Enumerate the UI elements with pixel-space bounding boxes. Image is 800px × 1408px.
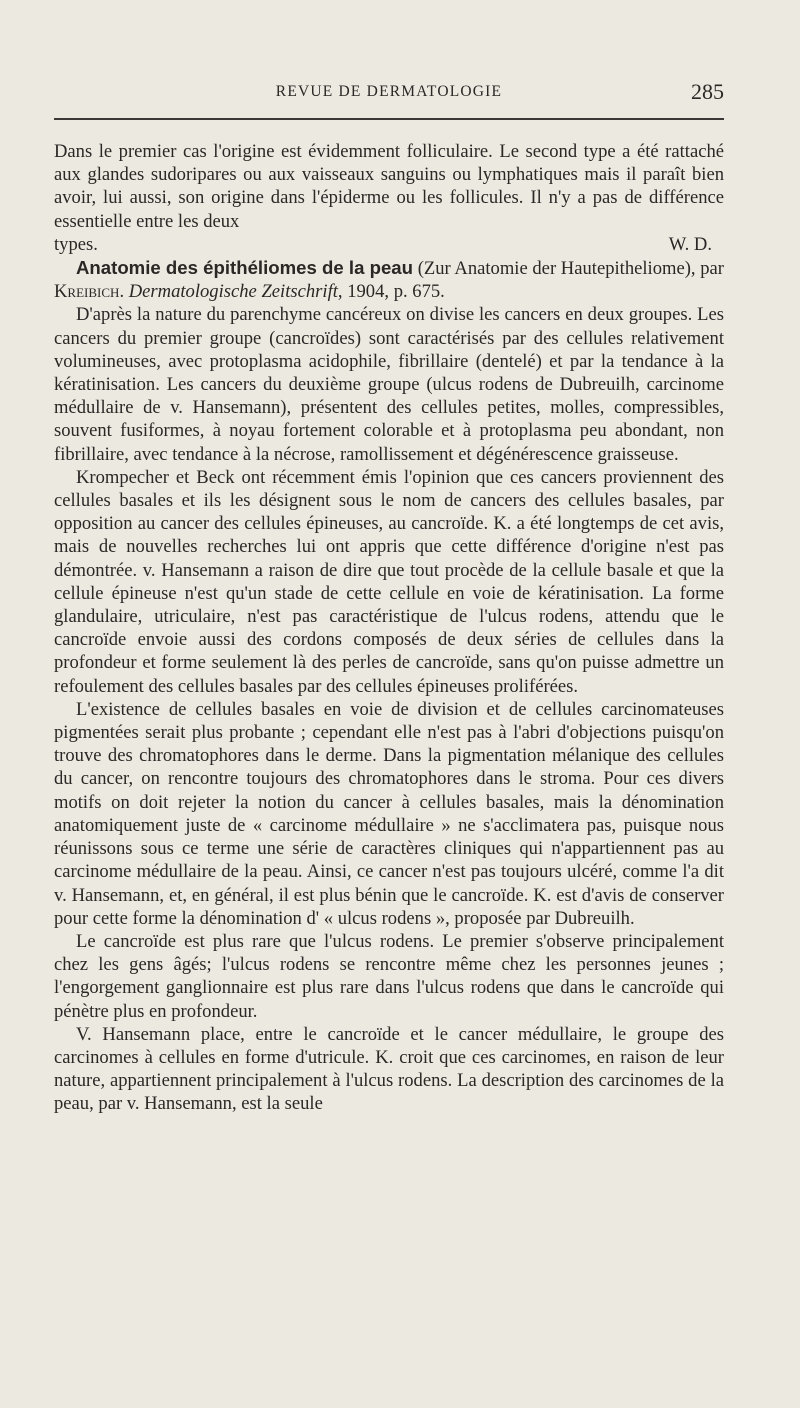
paragraph-1: D'après la nature du parenchyme cancéreux on divise les cancers en deux groupes. Les cancers du premier groupe (cancroïdes) sont caractérisés par des cellules relativement volumineuses, avec protoplasma acidophile, fibrillaire (dentelé) et par la tendance à la kératinisation. Les cancers du deuxième groupe (ulcus rodens de Dubreuilh, carcinome médullaire de v. Hansemann), présentent des cellules petites, molles, compressibles, souvent fusiformes, à noyau fortement colorable et à protoplasma peu abondant, non fibrillaire, avec tendance à la nécrose, ramollissement et dégénérescence graisseuse.	[54, 304, 724, 465]
page-header	[54, 79, 724, 111]
body-text	[54, 140, 724, 1116]
paragraph-2: Krompecher et Beck ont récemment émis l'opinion que ces cancers proviennent des cellules basales et ils les désignent sous le nom de cancers des cellules basales, par opposition au cancer des cellules épineuses, au cancroïde. K. a été longtemps de cet avis, mais de nouvelles recherches lui ont appris que cette différence d'origine n'est pas démontrée. v. Hansemann a raison de dire que tout procède de la cellule basale et que la cellule épineuse n'est qu'un stade de cette cellule en voie de kératinisation. La forme glandulaire, utriculaire, n'est pas caractéristique de l'ulcus rodens, attendu que le cancroïde envoie aussi des cordons composés de deux séries de cellules dans la profondeur et forme seulement là des perles de cancroïde, sans qu'on puisse admettre un refoulement des cellules basales par des cellules épineuses proliférées.	[54, 466, 724, 697]
citation-part-c: , 1904, p. 675.	[337, 281, 445, 303]
header-rule	[54, 118, 724, 120]
article-title: Anatomie des épithéliomes de la peau	[76, 257, 414, 279]
citation-part-a: (Zur Anatomie der Hautepitheliome), par	[413, 258, 724, 280]
paragraph-5: V. Hansemann place, entre le cancroïde et le cancer médullaire, le groupe des carcinomes à cellules en forme d'utricule. K. croit que ces carcinomes, en raison de leur nature, appartiennent principalement à l'ulcus rodens. La description des carcinomes de la peau, par v. Hansemann, est la seule	[54, 1023, 724, 1115]
intro-text: Dans le premier cas l'origine est évidemment folliculaire. Le second type a été rattaché aux glandes sudoripares ou aux vaisseaux sanguins ou lymphatiques mais il paraît bien avoir, lui aussi, son origine dans l'épiderme ou les follicules. Il n'y a pas de différence essentielle entre les deux	[54, 141, 724, 232]
journal-name: Dermatologische Zeitschrift	[128, 281, 338, 303]
running-title: REVUE DE DERMATOLOGIE	[275, 83, 503, 100]
paragraph-3: L'existence de cellules basales en voie de division et de cellules carcinomateuses pigmentées serait plus probante ; cependant elle n'est pas à l'abri d'objections puisqu'on trouve des chromatophores dans le derme. Dans la pigmentation mélanique des cellules du cancer, on rencontre toujours des chromatophores dans le stroma. Pour ces divers motifs on doit rejeter la notion du cancer à cellules basales, mais la dénomination anatomiquement juste de « carcinome médullaire » ne s'acclimatera pas, puisque nous réunissons sous ce terme une série de caractères cliniques qui n'appartiennent pas au carcinome médullaire de la peau. Ainsi, ce cancer n'est pas toujours ulcéré, comme l'a dit v. Hansemann, et, en général, il est plus bénin que le cancroïde. K. est d'avis de conserver pour cette forme la dénomination d' « ulcus rodens », proposée par Dubreuilh.	[54, 698, 724, 929]
citation-part-b: .	[119, 281, 129, 303]
article-author: Kreibich	[54, 281, 120, 303]
intro-signature-line	[54, 233, 724, 256]
intro-paragraph	[54, 140, 724, 233]
page-number: 285	[691, 79, 724, 104]
intro-last-word: types.	[54, 233, 98, 255]
article-heading	[54, 256, 724, 303]
paragraph-4: Le cancroïde est plus rare que l'ulcus rodens. Le premier s'observe principalement chez les gens âgés; l'ulcus rodens se rencontre même chez les personnes jeunes ; l'engorgement ganglionnaire est plus rare dans l'ulcus rodens que dans le cancroïde qui pénètre plus en profondeur.	[54, 930, 724, 1022]
signature: W. D.	[668, 233, 712, 255]
